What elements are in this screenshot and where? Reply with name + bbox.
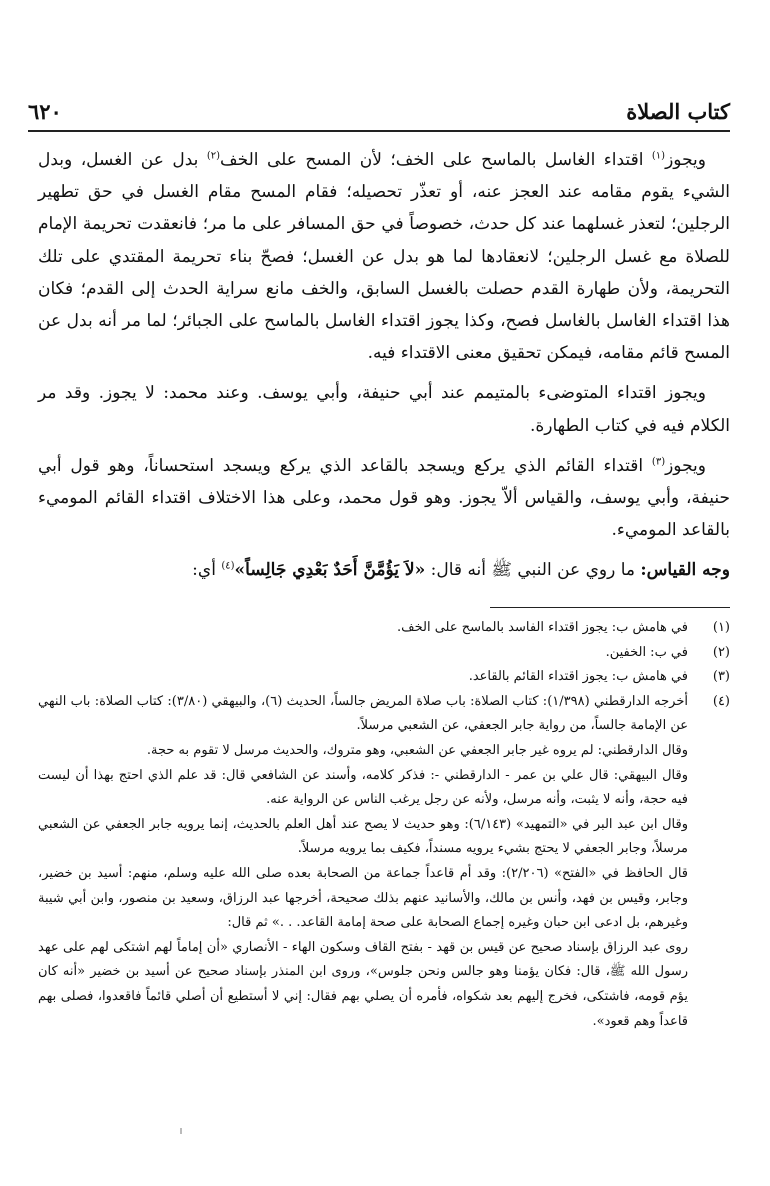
footnote-paragraph: روى عبد الرزاق بإسناد صحيح عن قيس بن قهد - بفتح القاف وسكون الهاء - الأنصاري «أن إماماً لهم اشتكى لهم على عهد رسول الله ﷺ، قال: فكان يؤمنا وهو جالس ونحن جلوس»، وروى ابن المنذر بإسناد صحيح عن أسيد بن خضير «أنه كان يؤم قومه، فاشتكى، فخرج إليهم بعد شكواه، فأمره أن يصلي بهم فقال: إني لا أستطيع أن أصلي قائماً فاقعدوا، فصلى بهم قاعداً وهم قعود». <box>38 939 688 1029</box>
footnote-number: (١) <box>712 620 730 635</box>
footnote-text: أخرجه الدارقطني (١/٣٩٨): كتاب الصلاة: باب صلاة المريض جالساً، الحديث (٦)، والبيهقي (٣/٨٠): كتاب الصلاة: باب النهي عن الإمامة جالساً، من رواية جابر الجعفي، عن الشعبي مرسلاً. <box>38 693 688 734</box>
header-rule <box>28 130 730 132</box>
paragraph: وجه القياس: ما روي عن النبي ﷺ أنه قال: «لاَ يَؤُمَّنَّ أَحَدٌ بَعْدِي جَالِساً»$^{(٤)}$ أي: <box>192 560 730 581</box>
scan-mark <box>180 1128 182 1134</box>
footnote-number: (٣) <box>712 669 730 685</box>
footnote-separator <box>490 607 730 608</box>
footnote-text: في هامش ب: يجوز اقتداء القائم بالقاعد. <box>468 669 688 685</box>
footnote-text: في هامش ب: يجوز اقتداء الفاسد بالماسح على الخف. <box>397 620 688 635</box>
paragraph: ويجوز$^{(٣)}$ اقتداء القائم الذي يركع ويسجد بالقاعد الذي يركع ويسجد استحساناً، وهو قول أبي حنيفة، وأبي يوسف، والقياس ألاّ يجوز. وهو قول محمد، وعلى هذا الاختلاف اقتداء القائم الموميء بالقاعد الموميء. <box>38 455 730 541</box>
main-text <box>38 144 730 595</box>
footnote-text: في ب: الخفين. <box>605 644 688 660</box>
chapter-title: كتاب الصلاة <box>626 98 730 124</box>
footnote <box>38 641 730 666</box>
footnote <box>38 616 730 641</box>
footnote-number: (٤) <box>712 693 730 709</box>
footnote-paragraph: قال الحافظ في «الفتح» (٢/٢٠٦): وقد أم قاعداً جماعة من الصحابة بعده صلى الله عليه وسلم، منهم: أسيد بن خضير، وجابر، وقيس بن فهد، وأنس بن مالك، والأسانيد عنهم بذلك صحيحة، أخرجها عبد الرزاق، وسعيد بن منصور، وابن أبي شيبة وغيرهم، بل ادعى ابن حبان وغيره إجماع الصحابة على صحة إمامة القاعد. . .» ثم قال: <box>38 865 689 931</box>
footnote-number: (٢) <box>712 644 730 660</box>
page-number: ٦٢٠ <box>28 98 62 124</box>
footnote-paragraph: وقال ابن عبد البر في «التمهيد» (٦/١٤٣): وهو حديث لا يصح عند أهل العلم بالحديث، إنما يرويه جابر الجعفي عن الشعبي مرسلاً، وجابر الجعفي لا يحتج بشيء يرويه مسنداً، فكيف بما يرويه مرسلاً. <box>38 816 688 857</box>
footnote <box>38 665 730 690</box>
footnote-paragraph: وقال البيهقي: قال علي بن عمر - الدارقطني -: فذكر كلامه، وأسند عن الشافعي قال: قد علم الذي احتج بهذا أن ليست فيه حجة، وأنه لا يثبت، وأنه مرسل، ولأنه عن رجل يرغب الناس عن الرواية عنه. <box>38 767 688 808</box>
paragraph: ويجوز$^{(١)}$ اقتداء الغاسل بالماسح على الخف؛ لأن المسح على الخف$^{(٢)}$ بدل عن الغسل، وبدل الشيء يقوم مقامه عند العجز عنه، أو تعذّر تحصيله؛ فقام المسح مقام الغسل في حق تطهير الرجلين؛ لتعذر غسلهما عند كل حدث، خصوصاً في حق المسافر على ما مر؛ فانعقدت تحريمة الإمام للصلاة مع غسل الرجلين؛ لانعقادها لما هو بدل عن الغسل؛ فصحّ بناء تحريمة المقتدي على تلك التحريمة، ولأن طهارة القدم حصلت بالغسل السابق، والخف مانع سراية الحدث إلى القدم؛ فكان هذا اقتداء الغاسل بالغاسل فصح، وكذا يجوز اقتداء الغاسل بالماسح على الجبائر؛ لما مر أنه بدل عن المسح قائم مقامه، فيمكن تحقيق معنى الاقتداء فيه. <box>38 150 730 364</box>
paragraph: ويجوز اقتداء المتوضىء بالمتيمم عند أبي حنيفة، وأبي يوسف. وعند محمد: لا يجوز. وقد مر الكلام فيه في كتاب الطهارة. <box>38 383 730 436</box>
running-header <box>28 96 730 126</box>
footnote <box>38 690 730 739</box>
footnote-paragraph: وقال الدارقطني: لم يروه غير جابر الجعفي عن الشعبي، وهو متروك، والحديث مرسل لا تقوم به حجة. <box>146 742 688 758</box>
footnotes <box>38 616 730 1034</box>
